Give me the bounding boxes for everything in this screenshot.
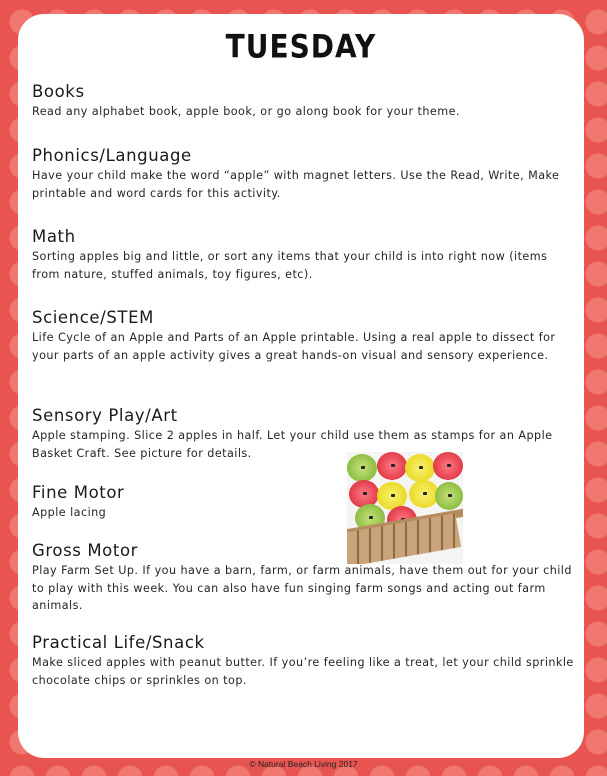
section-heading: Practical Life/Snack	[32, 633, 205, 652]
apple-stamping-photo	[347, 452, 463, 564]
section-heading: Fine Motor	[32, 483, 125, 502]
section-text: Sorting apples big and little, or sort any items that your child is into right now (items from nature, stuffed animals, toy figures, etc).	[32, 250, 548, 281]
section-heading: Books	[32, 82, 85, 101]
section-math	[32, 227, 577, 283]
copyright-footer: © Natural Beach Living 2017	[249, 759, 358, 769]
section-books	[32, 82, 577, 121]
section-heading: Math	[32, 227, 76, 246]
section-text: Play Farm Set Up. If you have a barn, farm, or farm animals, have them out for your child to play with this week. You can also have fun singing farm songs and acting out farm animals.	[32, 564, 572, 612]
section-text: Apple lacing	[32, 506, 107, 519]
section-text: Life Cycle of an Apple and Parts of an Apple printable. Using a real apple to dissect for your parts of an apple activity gives a great hands-on visual and sensory experience.	[32, 331, 556, 362]
section-heading: Sensory Play/Art	[32, 406, 178, 425]
page-title: TUESDAY	[225, 27, 377, 66]
section-practical-life-snack	[32, 633, 577, 689]
apple-stamp	[435, 482, 463, 510]
section-text: Read any alphabet book, apple book, or go along book for your theme.	[32, 105, 460, 118]
content-panel	[18, 14, 584, 758]
section-science-stem	[32, 308, 577, 364]
section-text: Make sliced apples with peanut butter. If you’re feeling like a treat, let your child sprinkle chocolate chips or sprinkles on top.	[32, 656, 574, 687]
section-heading: Gross Motor	[32, 541, 139, 560]
section-sensory-play-art	[32, 406, 577, 462]
section-text: Have your child make the word “apple” with magnet letters. Use the Read, Write, Make printable and word cards for this activity.	[32, 169, 560, 200]
section-fine-motor	[32, 483, 347, 522]
section-text: Apple stamping. Slice 2 apples in half. Let your child use them as stamps for an Apple Basket Craft. See picture for details.	[32, 429, 553, 460]
apple-stamp	[377, 452, 407, 480]
apple-stamp	[405, 454, 435, 482]
section-phonics-language	[32, 146, 577, 202]
section-heading: Science/STEM	[32, 308, 154, 327]
apple-stamp	[433, 452, 463, 480]
section-heading: Phonics/Language	[32, 146, 192, 165]
apple-stamp	[347, 454, 377, 482]
section-gross-motor	[32, 541, 577, 615]
